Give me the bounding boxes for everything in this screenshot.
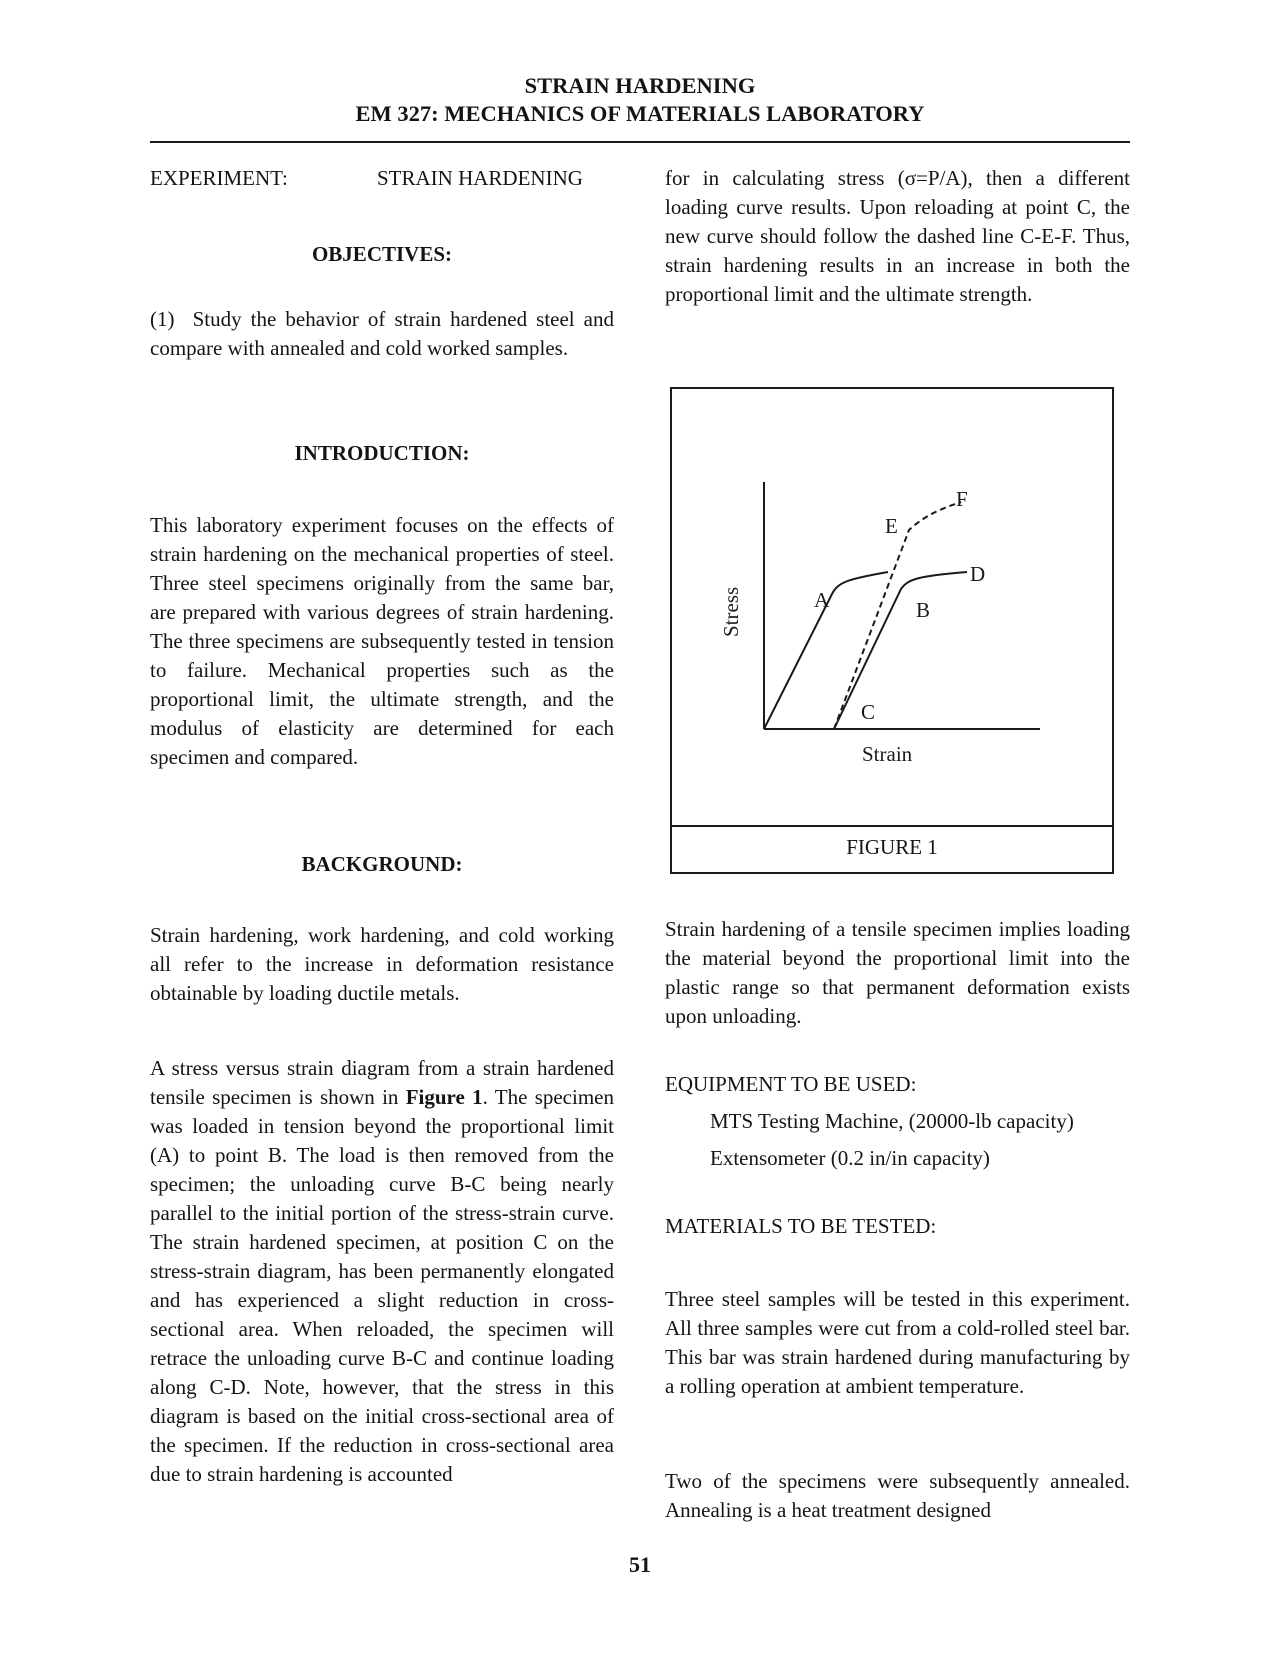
point-f-label: F xyxy=(956,487,968,511)
equipment-heading: EQUIPMENT TO BE USED: xyxy=(665,1072,917,1096)
background-text-2b: . The specimen was loaded in tension beyond the proportional limit (A) to point B. The load is then removed from the specimen; the unloading curve B-C being nearly parallel to the initial portion of the stress-strain curve. The strain hardened specimen, at position C on the stress-strain diagram, has been permanently elongated and has experienced a slight reduction in cross-sectional area. When reloaded, the specimen will retrace the unloading curve B-C and continue loading along C-D. Note, however, that the stress in this diagram is based on the initial cross-sectional area of the specimen. If the reduction in cross-sectional area due to strain hardening is accounted xyxy=(150,1085,614,1486)
materials-paragraph-2 xyxy=(665,1467,1130,1525)
objectives-item xyxy=(150,305,614,363)
figure-reference: Figure 1 xyxy=(405,1085,483,1109)
x-axis-label: Strain xyxy=(862,742,913,766)
experiment-name: STRAIN HARDENING xyxy=(377,166,583,190)
reloading-curve-c-d xyxy=(834,572,967,729)
point-b-label: B xyxy=(916,598,931,622)
objective-text: Study the behavior of strain hardened steel and compare with annealed and cold worked samples. xyxy=(150,307,615,360)
materials-text-2: Two of the specimens were subsequently annealed. Annealing is a heat treatment designed xyxy=(665,1469,1130,1522)
course-name: : MECHANICS OF MATERIALS LABORATORY xyxy=(431,101,925,126)
background-paragraph-2 xyxy=(150,1054,614,1489)
materials-paragraph-1 xyxy=(665,1285,1130,1401)
point-d-label: D xyxy=(970,562,986,586)
objectives-heading: OBJECTIVES: xyxy=(311,242,453,266)
experiment-label: EXPERIMENT: xyxy=(150,166,288,190)
materials-text-1: Three steel samples will be tested in this experiment. All three samples were cut from a cold-rolled steel bar. This bar was strain hardened during manufacturing by a rolling operation at ambient temperature. xyxy=(665,1287,1130,1398)
figure-caption: FIGURE 1 xyxy=(846,835,938,859)
point-e-label: E xyxy=(885,514,898,538)
introduction-text: This laboratory experiment focuses on the effects of strain hardening on the mechanical properties of steel. Three steel specimens originally from the same bar, are prepared with various degrees of strain hardening. The three specimens are subsequently tested in tension to failure. Mechanical properties such as the proportional limit, the ultimate strength, and the modulus of elasticity are determined for each specimen and compared. xyxy=(150,513,614,769)
equipment-item: Extensometer (0.2 in/in capacity) xyxy=(710,1146,990,1170)
header-rule xyxy=(150,141,1130,143)
objective-number: (1) xyxy=(150,307,175,331)
background-paragraph-3 xyxy=(665,164,1130,309)
title-line: STRAIN HARDENING xyxy=(524,73,756,98)
background-paragraph-1 xyxy=(150,921,614,1008)
point-a-label: A xyxy=(814,588,830,612)
materials-heading: MATERIALS TO BE TESTED: xyxy=(665,1214,937,1238)
point-c-label: C xyxy=(861,700,876,724)
background-text-4: Strain hardening of a tensile specimen implies loading the material beyond the proportional limit into the plastic range so that permanent deformation exists upon unloading. xyxy=(665,917,1130,1028)
background-text-2a: A stress versus strain diagram from a strain hardened tensile specimen is shown in xyxy=(150,1056,614,1109)
document-title xyxy=(150,72,1130,128)
equipment-item: MTS Testing Machine, (20000-lb capacity) xyxy=(710,1109,1074,1133)
figure-1 xyxy=(670,387,1114,874)
introduction-paragraph xyxy=(150,511,614,772)
background-text-1: Strain hardening, work hardening, and cold working all refer to the increase in deformation resistance obtainable by loading ductile metals. xyxy=(150,923,614,1005)
page-number: 51 xyxy=(629,1552,651,1577)
course-line xyxy=(150,100,1130,128)
stress-strain-diagram xyxy=(672,389,1112,823)
figure-caption-divider xyxy=(672,825,1112,827)
experiment-line xyxy=(150,164,614,193)
background-paragraph-4 xyxy=(665,915,1130,1031)
course-code: EM 327 xyxy=(355,101,432,126)
background-text-3: for in calculating stress (σ=P/A), then a different loading curve results. Upon reloading at point C, the new curve should follow the dashed line C-E-F. Thus, strain hardening results in an increase in both the proportional limit and the ultimate strength. xyxy=(665,166,1130,306)
background-heading: BACKGROUND: xyxy=(301,852,463,876)
y-axis-label: Stress xyxy=(719,586,743,637)
introduction-heading: INTRODUCTION: xyxy=(294,441,470,465)
